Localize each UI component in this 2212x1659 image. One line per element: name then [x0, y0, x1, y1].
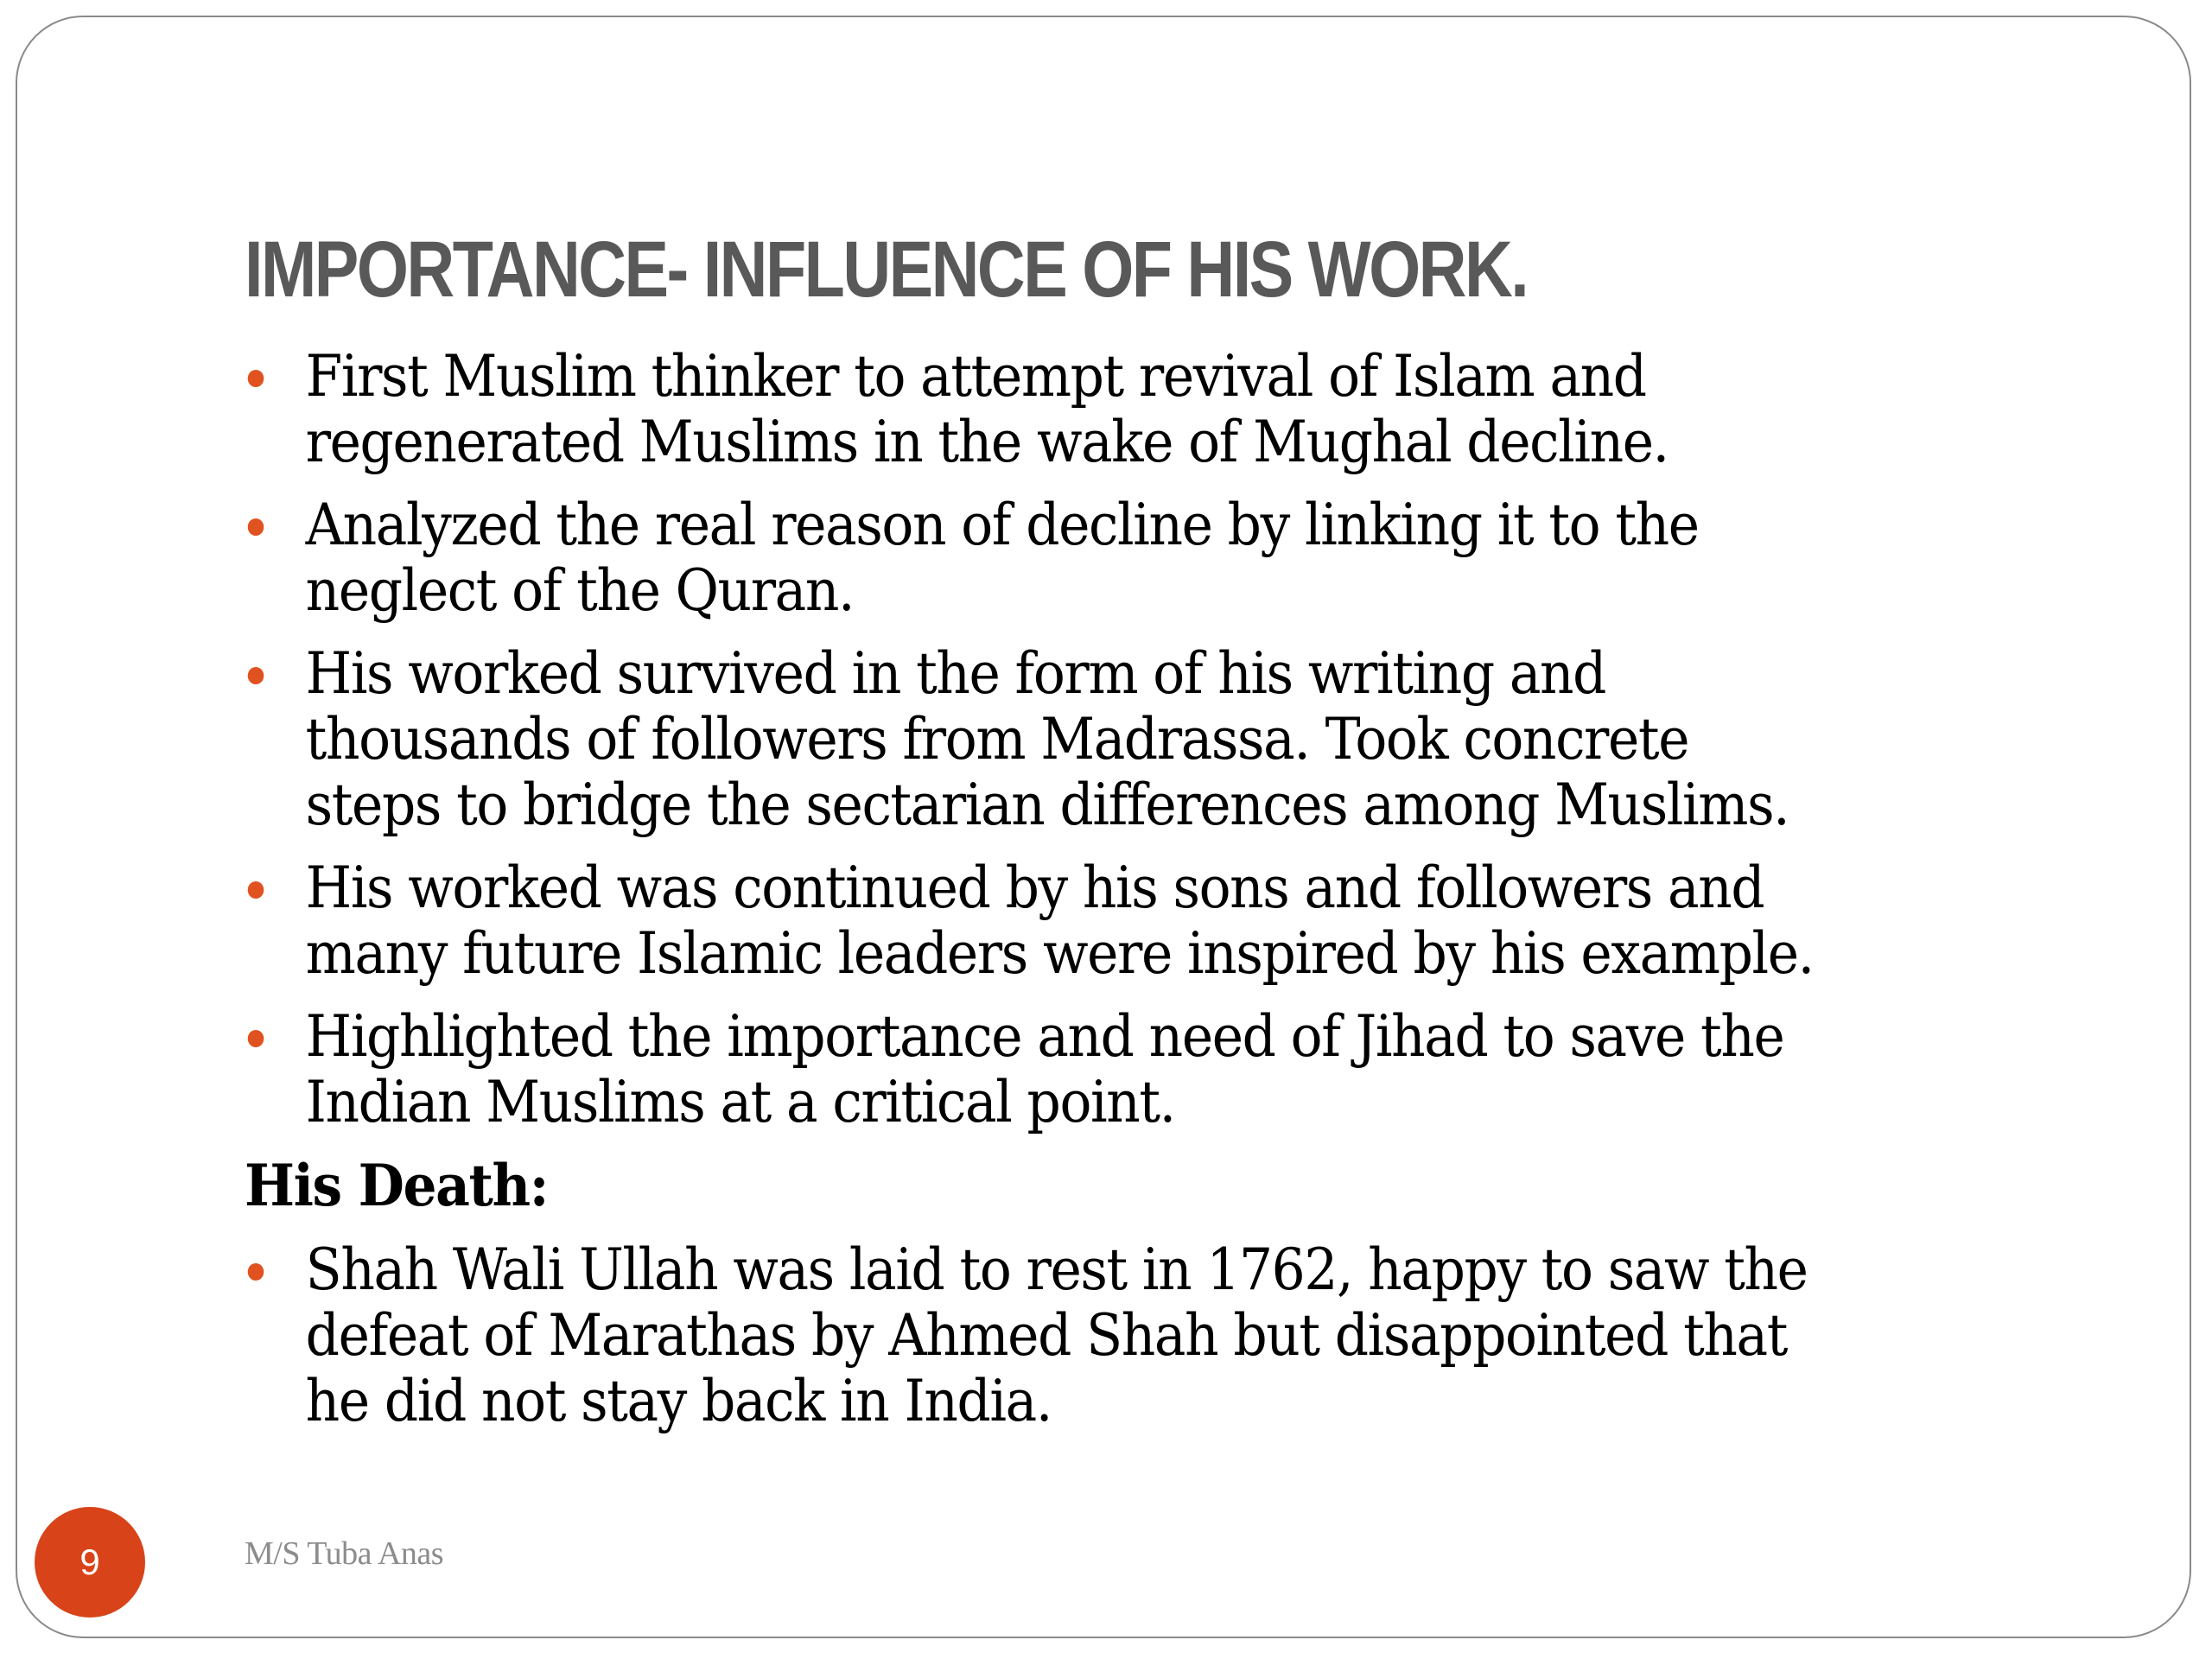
bullet-dot-icon: [248, 518, 264, 536]
bullet-dot-icon: [248, 1030, 264, 1047]
bullet-line: Indian Muslims at a critical point.: [305, 1069, 1175, 1135]
bullet-line: neglect of the Quran.: [305, 557, 855, 624]
bullet-line: Shah Wali Ullah was laid to rest in 1762, happy to saw the: [305, 1236, 1808, 1303]
slide-content: [245, 344, 2102, 1452]
bullet-item-work-survived: [245, 641, 2113, 838]
bullet-line: regenerated Muslims in the wake of Mughal decline.: [305, 409, 1669, 475]
bullet-dot-icon: [248, 1263, 264, 1281]
bullet-dot-icon: [248, 370, 264, 387]
slide-title: IMPORTANCE- INFLUENCE OF HIS WORK.: [245, 226, 1528, 314]
bullet-item-death: [245, 1237, 2113, 1434]
death-heading: His Death:: [245, 1152, 548, 1219]
influence-bullet-list: [245, 344, 2102, 1135]
bullet-line: Highlighted the importance and need of Jihad to save the: [305, 1003, 1784, 1070]
bullet-line: Analyzed the real reason of decline by linking it to the: [305, 492, 1699, 558]
bullet-item-revival: [245, 344, 2113, 475]
bullet-line: His worked survived in the form of his writing and: [305, 640, 1606, 707]
bullet-line: steps to bridge the sectarian differences among Muslims.: [305, 772, 1789, 838]
bullet-item-work-continued: [245, 855, 2113, 987]
bullet-item-decline-analysis: [245, 493, 2113, 624]
bullet-line: His worked was continued by his sons and followers and: [305, 855, 1764, 921]
bullet-line: thousands of followers from Madrassa. Took concrete: [305, 706, 1689, 772]
bullet-dot-icon: [248, 667, 264, 684]
bullet-dot-icon: [248, 881, 264, 899]
bullet-line: he did not stay back in India.: [305, 1368, 1052, 1434]
bullet-line: First Muslim thinker to attempt revival of Islam and: [305, 343, 1646, 410]
footer-author: M/S Tuba Anas: [245, 1535, 444, 1572]
bullet-item-jihad: [245, 1004, 2113, 1135]
bullet-line: many future Islamic leaders were inspired by his example.: [305, 920, 1814, 987]
bullet-line: defeat of Marathas by Ahmed Shah but disappointed that: [305, 1302, 1788, 1369]
slide-number-badge: 9: [35, 1507, 145, 1618]
death-bullet-list: [245, 1237, 2102, 1434]
